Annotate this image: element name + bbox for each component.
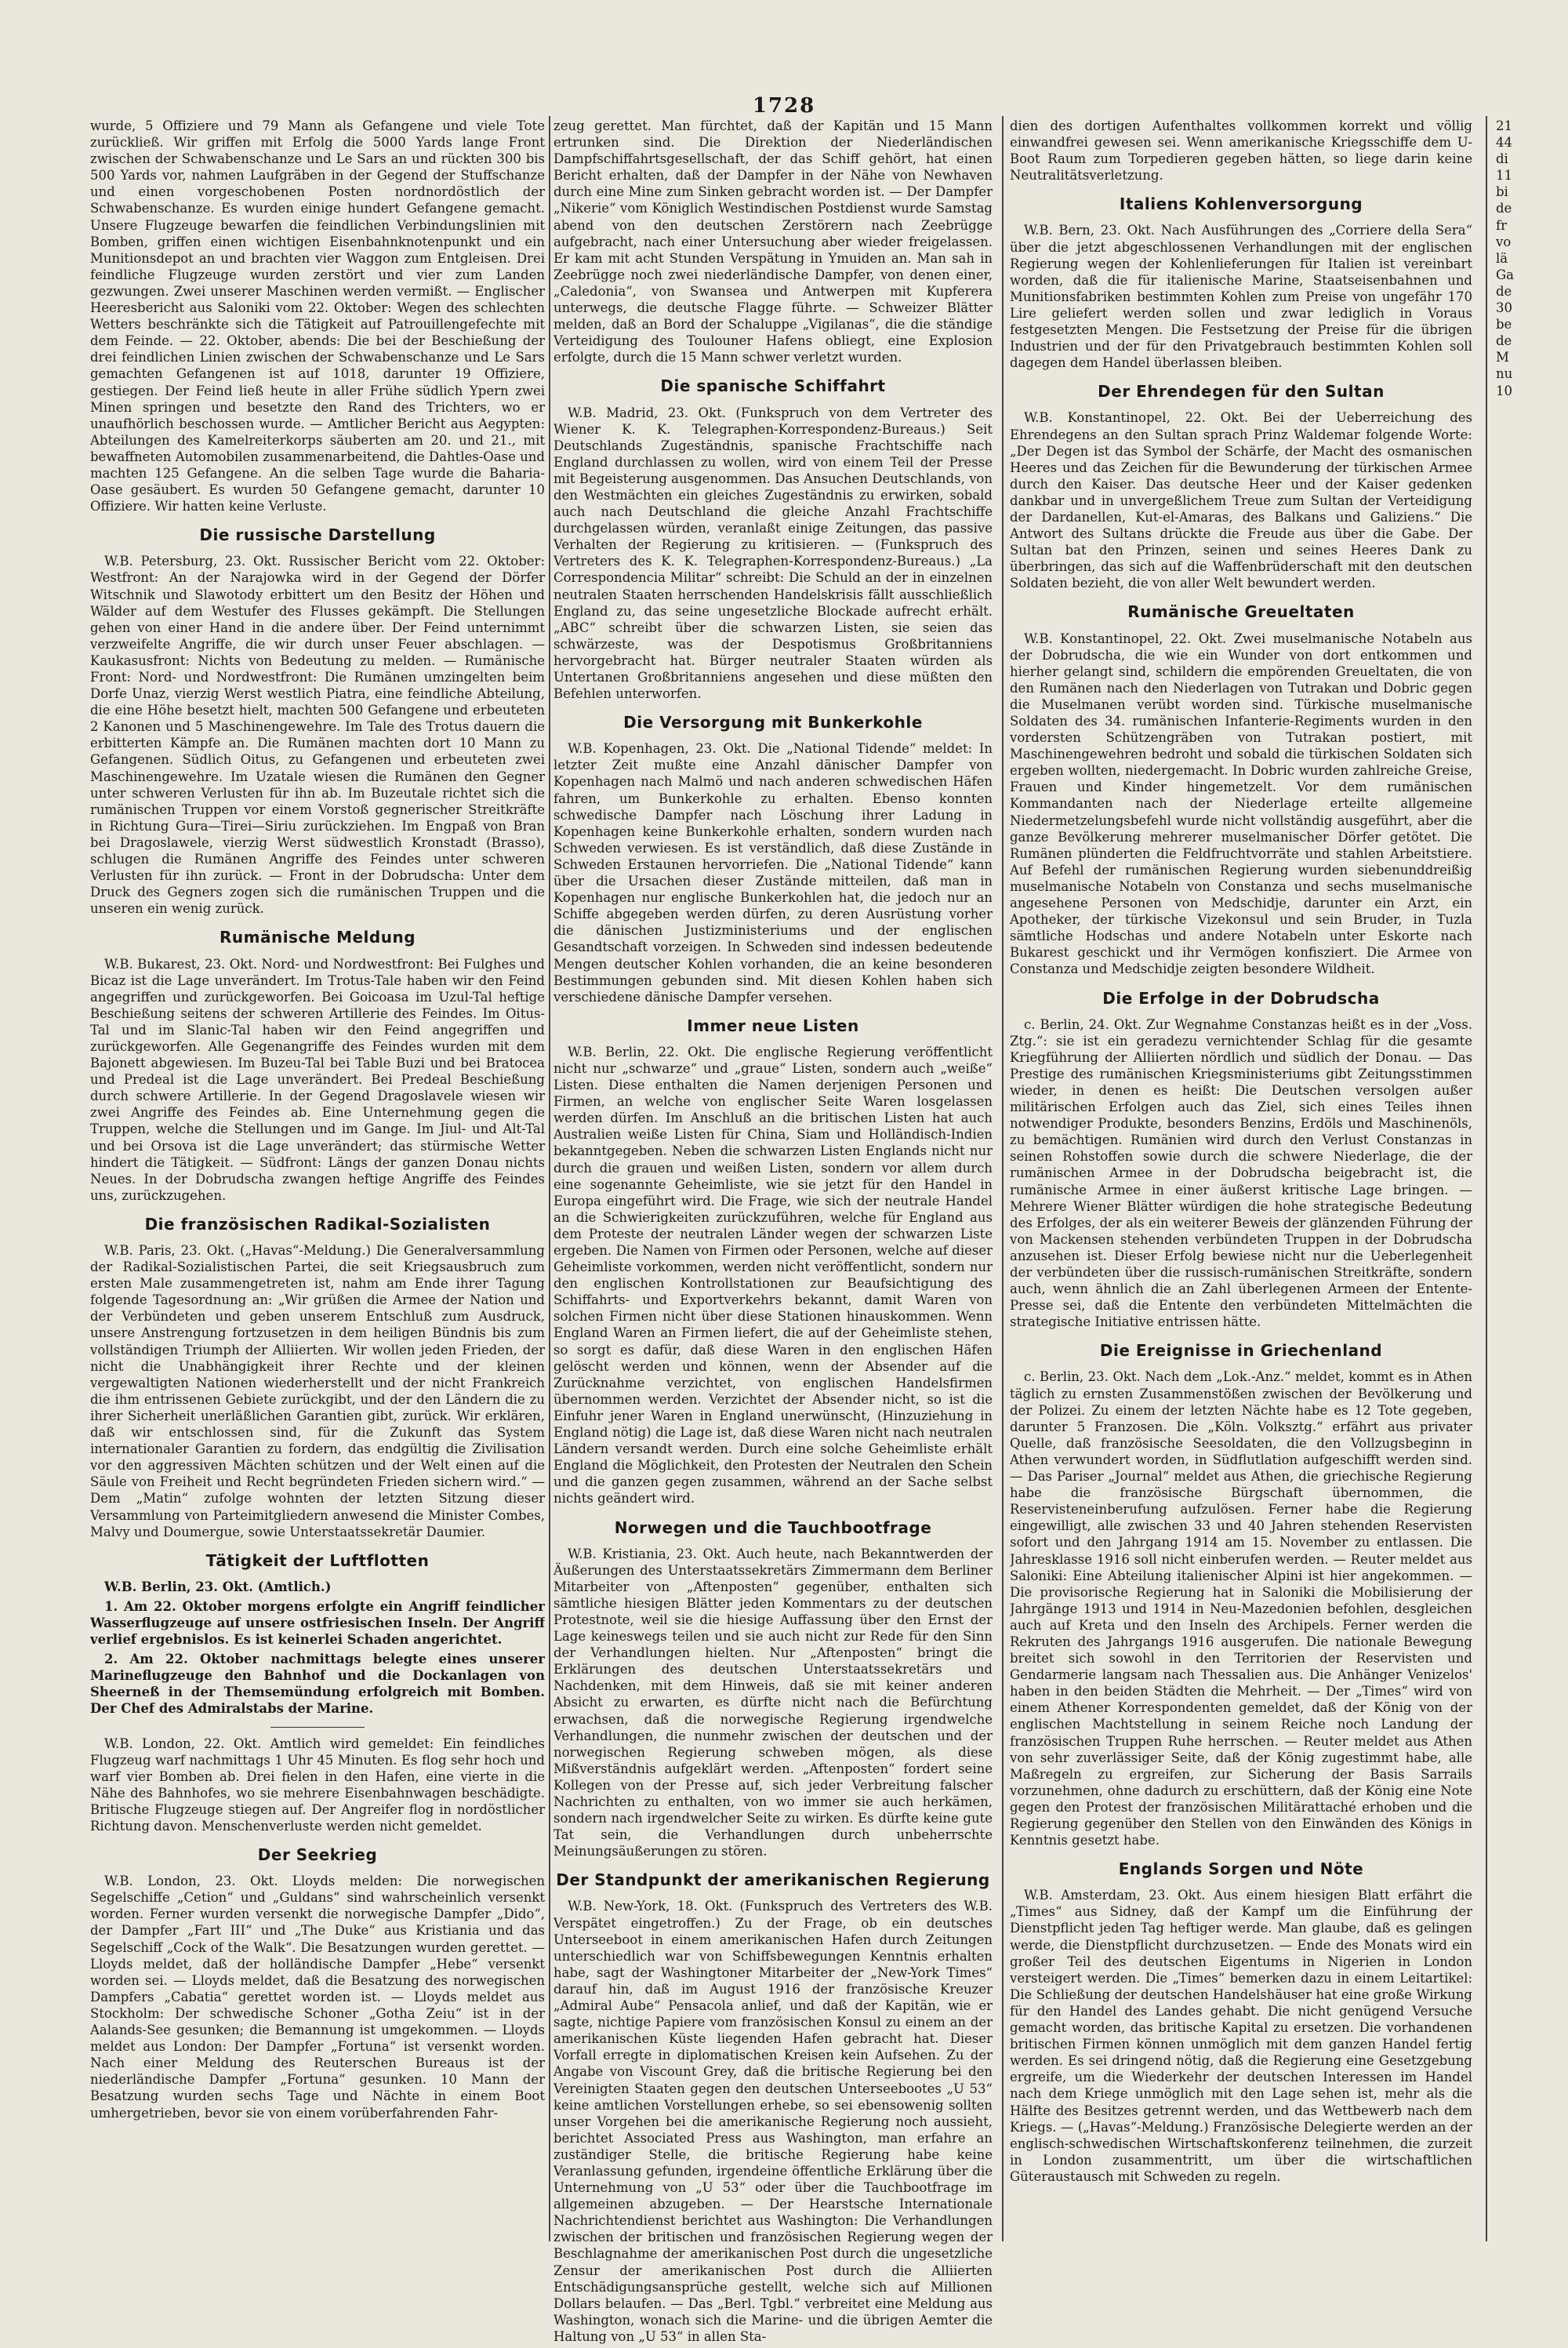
article-paragraph: W.B. London, 22. Okt. Amtlich wird gemeldet: Ein feindliches Flugzeug warf nachmittags 1 Uhr 45 Minuten. Es flog sehr hoch und warf vier Bomben ab. Drei fielen in den Hafen, eine vierte in die Nähe des Bahnhofes, wo sie mehrere Eisenbahnwagen beschädigte. Britische Flugzeuge stiegen auf. Der Angreifer flog in nordöstlicher Richtung davon. Menschenverluste werden nicht gemeldet. bbox=[90, 1736, 545, 1834]
fragment-line: 30 bbox=[1496, 300, 1512, 316]
article-paragraph: W.B. Madrid, 23. Okt. (Funkspruch von dem Vertreter des Wiener K. K. Telegraphen-Korrespondenz-Bureaus.) Seit Deutschlands Zugeständnis, spanische Frachtschiffe nach England durchlassen zu wollen, wird von einem Teil der Presse mit Begeisterung ausgenommen. Das Ansuchen Deutschlands, von den Westmächten ein gleiches Zugeständnis zu erwirken, sobald auch nach Deutschland die gleiche Anzahl Frachtschiffe durchgelassen würden, veranlaßt einige Zeitungen, das passive Verhalten der Regierung zu kritisieren. — (Funkspruch des Vertreters des K. K. Telegraphen-Korrespondenz-Bureaus.) „La Correspondencia Militar“ schreibt: Die Schuld an der in einzelnen neutralen Staaten herrschenden Handelskrisis fällt ausschließlich England zu, das seine ungesetzliche Blockade aufrecht erhält. „ABC“ schreibt über die schwarzen Listen, sie seien das schwärzeste, was der Despotismus Großbritanniens hervorgebracht hat. Bürger neutraler Staaten würden als Untertanen Großbritanniens angesehen und diese müßten den Befehlen unterworfen. bbox=[554, 405, 993, 702]
column-3 bbox=[1010, 118, 1472, 2188]
fragment-line: 21 bbox=[1496, 118, 1512, 133]
column-4-fragment bbox=[1496, 118, 1563, 399]
fragment-line: di bbox=[1496, 151, 1508, 167]
article-paragraph: zeug gerettet. Man fürchtet, daß der Kapitän und 15 Mann ertrunken sind. Die Direktion der Niederländischen Dampfschiffahrtsgesellschaft, der das Schiff gehört, hat einen Bericht erhalten, daß der Dampfer in der Nähe von Newhaven durch eine Mine zum Sinken gebracht worden ist. — Der Dampfer „Nikerie“ vom Königlich Westindischen Postdienst wurde Samstag abend von den deutschen Zerstörern nach Zeebrügge aufgebracht, nach einer Untersuchung aber wieder freigelassen. Er kam mit acht Stunden Verspätung in Ymuiden an. Man sah in Zeebrügge noch zwei niederländische Dampfer, von denen einer, „Caledonia“, von Swansea und Antwerpen mit Kupferera unterwegs, die deutsche Flagge führte. — Schweizer Blätter melden, daß an Bord der Schaluppe „Vigilanas“, die die ständige Verteidigung des Toulouner Hafens obliegt, eine Explosion erfolgte, durch die 15 Mann schwer verletzt wurden. bbox=[554, 118, 993, 365]
article-paragraph: c. Berlin, 23. Okt. Nach dem „Lok.-Anz.“ meldet, kommt es in Athen täglich zu ernsten Zusammenstößen zwischen der Bevölkerung und der Polizei. Zu einem der letzten Nächte habe es 12 Tote gegeben, darunter 5 Franzosen. Die „Köln. Volksztg.“ erfährt aus privater Quelle, daß französische Seesoldaten, die den Vollzugsbeginn in Athen verwundert worden, in Südflutlation aufgeschifft werden sind. — Das Pariser „Journal“ meldet aus Athen, die griechische Regierung habe die französische Bürgschaft übernommen, die Reservisteneinberufung aufzulösen. Ferner habe die Regierung eingewilligt, alle zwischen 33 und 40 Jahren stehenden Reservisten sofort und den Jahrgang 1914 am 15. November zu entlassen. Die Jahresklasse 1916 soll nicht einberufen werden. — Reuter meldet aus Saloniki: Eine Abteilung italienischer Alpini ist hier angekommen. — Die provisorische Regierung hat in Saloniki die Mobilisierung der Jahrgänge 1913 und 1914 in Neu-Mazedonien befohlen, desgleichen auch auf Kreta und den Inseln des Archipels. Ferner werden die Rekruten des Jahrgangs 1916 ausgerufen. Die nationale Bewegung breitet sich sowohl in den Territorien der Reservisten und Gendarmerie langsam nach Thessalien aus. Die Anhänger Venizelos' haben in den beiden Städten die Mehrheit. — Der „Times“ wird von einem Athener Korrespondenten gemeldet, daß der König von der englischen Machtstellung in seinem Reiche noch Landung der französischen Truppen Ruhe herrschen. — Reuter meldet aus Athen von sehr zuverlässiger Seite, daß der König zugestimmt habe, alle Maßregeln zu ergreifen, zur Sicherung der Basis Sarrails vorzunehmen, ohne dadurch zu erschüttern, daß der König eine Note gegen den Protest der französischen Militärattaché erhoben und die Regierung gegenüber den Stellen von den Einwänden des Königs in Kenntnis gesetzt habe. bbox=[1010, 1369, 1472, 1848]
fragment-line: de bbox=[1496, 283, 1512, 299]
fragment-line: de bbox=[1496, 333, 1512, 349]
column-rule bbox=[1486, 116, 1487, 2241]
fragment-line: de bbox=[1496, 201, 1512, 216]
article-heading: Die Erfolge in der Dobrudscha bbox=[1102, 988, 1380, 1008]
article-paragraph: W.B. Bukarest, 23. Okt. Nord- und Nordwestfront: Bei Fulghes und Bicaz ist die Lage unverändert. Im Trotus-Tale haben wir den Feind angegriffen und zurückgeworfen. Bei Goicoasa im Uzul-Tal heftige Beschießung seitens der schweren Artillerie des Feindes. Im Oitus-Tal und im Slanic-Tal haben wir den Feind angegriffen und zurückgeworfen. Alle Gegenangriffe des Feindes wurden mit dem Bajonett abgewiesen. Im Buzeu-Tal bei Table Buzi und bei Bratocea und Predeal ist die Lage unverändert. Bei Predeal Beschießung durch schwere Artillerie. In der Gegend Dragoslavele wiesen wir zwei Angriffe des Feindes ab. Eine Unternehmung gegen die Truppen, welche die Stellungen und im Gange. Im Jiul- und Alt-Tal und bei Orsova ist die Lage unverändert; das stürmische Wetter hindert die Tätigkeit. — Südfront: Längs der ganzen Donau nichts Neues. In der Dobrudscha zwangen heftige Angriffe des Feindes uns, zurückzugehen. bbox=[90, 956, 545, 1203]
article-paragraph: W.B. Kopenhagen, 23. Okt. Die „National Tidende“ meldet: In letzter Zeit mußte eine Anzahl dänischer Dampfer von Kopenhagen nach Malmö und nach anderen schwedischen Häfen fahren, um Bunkerkohle zu erhalten. Ebenso konnten schwedische Dampfer nach Löschung ihrer Ladung in Kopenhagen keine Bunkerkohle erhalten, sondern wurden nach Schweden verwiesen. Es ist verständlich, daß diese Zustände in Schweden Erstaunen hervorriefen. Die „National Tidende“ kann über die Ursachen dieser Zustände mitteilen, daß man in Kopenhagen nur englische Bunkerkohlen hat, die jedoch nur an Schiffe abgegeben werden dürfen, zu deren Ausrüstung vorher die dänischen Justizministeriums und der englischen Gesandtschaft vorzeigen. In Schweden sind indessen bedeutende Mengen deutscher Kohlen vorhanden, die an keine besonderen Bestimmungen gebunden sind. Mit diesen Kohlen haben sich verschiedene dänische Dampfer versehen. bbox=[554, 741, 993, 1005]
fragment-line: 11 bbox=[1496, 168, 1512, 184]
article-heading: Rumänische Meldung bbox=[219, 928, 416, 947]
article-heading: Immer neue Listen bbox=[687, 1016, 859, 1035]
article-paragraph: W.B. Kristiania, 23. Okt. Auch heute, nach Bekanntwerden der Äußerungen des Unterstaatssekretärs Zimmermann dem Berliner Mitarbeiter von „Aftenposten“ gegenüber, enthalten sich sämtliche hiesigen Blätter jeden Kommentars zu der deutschen Protestnote, weil sie die hiesige Auffassung über den Ernst der Lage keineswegs teilen und sie auch nicht zur Rede für den Sinn der Verhandlungen hielten. Nur „Aftenposten“ bringt die Erklärungen des deutschen Unterstaatssekretärs und Nachdenken, mit dem Hinweis, daß sie mit keiner anderen Absicht zu erwarten, es dürfte nicht nach die Befürchtung erwachsen, daß die norwegische Regierung irgendwelche Verhandlungen, die nunmehr zwischen der deutschen und der norwegischen Regierung schweben mögen, als diese Mißverständnis aufgeklärt werden. „Aftenposten“ fordert seine Kollegen von der Presse auf, sich jeder Verbreitung falscher Nachrichten zu enthalten, von wo immer sie auch herkämen, sondern nach irgendwelcher Seite zu wirken. Es dürfte keine gute Tat sein, die Verhandlungen durch unbeherrschte Meinungsäußerungen zu stören. bbox=[554, 1546, 993, 1859]
article-paragraph: W.B. London, 23. Okt. Lloyds melden: Die norwegischen Segelschiffe „Cetion“ und „Guldans“ sind wahrscheinlich versenkt worden. Ferner wurden versenkt die norwegische Dampfer „Dido“, der Dampfer „Fart III“ und „The Duke“ aus Kristiania und das Segelschiff „Cock of the Walk“. Die Besatzungen wurden gerettet. — Lloyds meldet, daß der holländische Dampfer „Hebe“ versenkt worden sei. — Lloyds meldet, daß die Besatzung des norwegischen Dampfers „Cabatia“ gerettet worden ist. — Lloyds meldet aus Stockholm: Der schwedische Schoner „Gotha Zeiu“ ist in der Aalands-See gesunken; die Bemannung ist umgekommen. — Lloyds meldet aus London: Der Dampfer „Fortuna“ ist versenkt worden. Nach einer Meldung des Reuterschen Bureaus ist der niederländische Dampfer „Fortuna“ gesunken. 10 Mann der Besatzung wurden sechs Tage und Nächte in einem Boot umhergetrieben, bevor sie von einem vorüberfahrenden Fahr- bbox=[90, 1874, 545, 2121]
article-paragraph: 2. Am 22. Oktober nachmittags belegte eines unserer Marineflugzeuge den Bahnhof und die Dockanlagen von Sheerneß in der Themsemündung erfolgreich mit Bomben. Der Chef des Admiralstabs der Marine. bbox=[90, 1652, 545, 1717]
article-heading: Der Standpunkt der amerikanischen Regierung bbox=[556, 1870, 990, 1890]
article-paragraph: dien des dortigen Aufenthaltes vollkommen korrekt und völlig einwandfrei gewesen sei. Wenn amerikanische Kriegsschiffe dem U-Boot Raum zum Torpedieren gegeben hätten, so liege darin keine Neutralitätsverletzung. bbox=[1010, 118, 1472, 184]
article-paragraph: wurde, 5 Offiziere und 79 Mann als Gefangene und viele Tote zurückließ. Wir griffen mit Erfolg die 5000 Yards lange Front zwischen der Schwabenschanze und Le Sars an und rückten 300 bis 500 Yards vor, nahmen Laufgräben in der Gegend der Stuffschanze und einen vorgeschobenen Posten nordnordöstlich der Schwabenschanze. Es wurden einige hundert Gefangene gemacht. Unsere Flugzeuge bewarfen die feindlichen Verbindungslinien mit Bomben, griffen einen wichtigen Eisenbahnknotenpunkt und ein Munitionsdepot an und brachten vier Waggon zum Entgleisen. Drei feindliche Flugzeuge wurden zerstört und vier zum Landen gezwungen. Zwei unserer Maschinen werden vermißt. — Englischer Heeresbericht aus Saloniki vom 22. Oktober: Wegen des schlechten Wetters beschränkte sich die Tätigkeit auf Patrouillengefechte mit dem Feinde. — 22. Oktober, abends: Die bei der Beschießung der drei feindlichen Linien zwischen der Schwabenschanze und Le Sars gemachten Gefangenen ist auf 1018, darunter 19 Offiziere, gestiegen. Der Feind ließ heute in aller Frühe südlich Ypern zwei Minen springen und besetzte den Rand des Trichters, wo er unaufhörlich beschossen wurde. — Amtlicher Bericht aus Aegypten: Abteilungen des Kamelreiterkorps säuberten am 20. und 21., mit bewaffneten Automobilen zusammenarbeitend, die Dahtles-Oase und machten 125 Gefangene. An die selben Tage wurde die Baharia-Oase gesäubert. Es wurden 50 Gefangene gemacht, darunter 10 Offiziere. Wir hatten keine Verluste. bbox=[90, 118, 545, 514]
article-heading: Tätigkeit der Luftflotten bbox=[205, 1550, 430, 1570]
separator-rule bbox=[270, 1727, 365, 1728]
article-heading: Die russische Darstellung bbox=[199, 525, 436, 545]
article-paragraph: W.B. New-York, 18. Okt. (Funkspruch des Vertreters des W.B. Verspätet eingetroffen.) Zu der Frage, ob ein deutsches Unterseeboot in einem amerikanischen Hafen durch Zeitungen unterschiedlich war von Schiffsbewegungen Kenntnis erhalten habe, sagt der Washingtoner Mitarbeiter der „New-York Times“ darauf hin, daß im August 1916 der französische Kreuzer „Admiral Aube“ Pensacola anlief, und daß der Kapitän, wie er sagte, nichtige Papiere vom französischen Konsul zu einem an der amerikanischen Küste liegenden Hafen gebracht hat. Dieser Vorfall erregte in diplomatischen Kreisen kein Aufsehen. Zu der Angabe von Viscount Grey, daß die britische Regierung bei den Vereinigten Staaten gegen den deutschen Unterseebootes „U 53“ keine amtlichen Vorstellungen erhebe, so sei ebensowenig sollten unser Vorgehen bei die amerikanische Regierung noch aussieht, berichtet Associated Press aus Washington, man erfahre an zuständiger Stelle, die britische Regierung habe keine Veranlassung gefunden, irgendeine öffentliche Erklärung über die Unternehmung von „U 53“ oder über die Tauchbootfrage im allgemeinen abzugeben. — Der Hearstsche Internationale Nachrichtendienst berichtet aus Washington: Die Verhandlungen zwischen der britischen und französischen Regierung wegen der Beschlagnahme der amerikanischen Post durch die ungesetzliche Zensur der amerikanischen Post durch die Alliierten Entschädigungsansprüche gestellt, welche sich auf Millionen Dollars belaufen. — Das „Berl. Tgbl.“ verbreitet eine Meldung aus Washington, wonach sich die Marine- und die übrigen Aemter die Haltung von „U 53“ in allen Sta- bbox=[554, 1899, 993, 2344]
article-paragraph: 1. Am 22. Oktober morgens erfolgte ein Angriff feindlicher Wasserflugzeuge auf unsere ostfriesischen Inseln. Der Angriff verlief ergebnislos. Es ist keinerlei Schaden angerichtet. bbox=[90, 1598, 545, 1648]
article-paragraph: W.B. Amsterdam, 23. Okt. Aus einem hiesigen Blatt erfährt die „Times“ aus Sidney, daß der Kampf um die Einführung der Dienstpflicht jeden Tag heftiger werde. Man glaube, daß es gelingen werde, die Dienstpflicht durchzusetzen. — Ende des Monats wird ein großer Teil des deutschen Eigentums in Nigerien in London versteigert werden. Die „Times“ bemerken dazu in einem Leitartikel: Die Schließung der deutschen Handelshäuser hat eine große Wirkung für den Handel des Landes gehabt. Die nicht genügend Versuche gemacht worden, das britische Kapital zu ersetzen. Die vorhandenen britischen Firmen können unmöglich mit dem ganzen Handel fertig werden. Es sei dringend nötig, daß die Regierung eine Gesetzgebung ergreife, um die Wiederkehr der deutschen Interessen im Handel nach dem Kriege unmöglich mit den Lage sehen ist, mehr als die Hälfte des Besitzes getrennt werden, und das Wettbewerb nach dem Kriegs. — („Havas“-Meldung.) Französische Delegierte werden an der englisch-schwedischen Wirtschaftskonferenz teilnehmen, die zurzeit in London zusammentritt, um über die wirtschaftlichen Güteraustausch mit Schweden zu regeln. bbox=[1010, 1888, 1472, 2184]
article-heading: Rumänische Greueltaten bbox=[1127, 602, 1355, 622]
fragment-line: be bbox=[1496, 317, 1512, 333]
article-heading: Der Ehrendegen für den Sultan bbox=[1098, 382, 1385, 402]
article-paragraph: c. Berlin, 24. Okt. Zur Wegnahme Constanzas heißt es in der „Voss. Ztg.“: sie ist ein geradezu vernichtender Schlag für die gesamte Kriegführung der Alliierten nördlich und südlich der Donau. — Das Prestige des rumänischen Kriegsministeriums gibt Zeitungsstimmen wieder, in denen es heißt: Die Deutschen versolgen außer militärischen Erfolgen auch das Ziel, sich eines Teiles ihnen notwendiger Produkte, besonders Benzins, Erdöls und Maschinenöls, zu bemächtigen. Rumänien wird durch den Verlust Constanzas in seinen Rohstoffen sowie durch die schwere Niederlage, die der rumänischen Armee in der Dobrudscha beigebracht ist, die rumänische Armee in einer äußerst kritische Lage bringen. — Mehrere Wiener Blätter würdigen die hohe strategische Bedeutung des Erfolges, der als ein weiterer Beweis der glänzenden Führung der von Mackensen stehenden verbündeten Truppen in der Dobrudscha anzusehen ist. Dieser Erfolg bewiese nicht nur die Ueberlegenheit der verbündeten über die russisch-rumänischen Streitkräfte, sondern auch, wenn ähnlich die an Zahl überlegenen Armeen der Entente-Presse sei, daß die Entente den verbündeten Mittelmächten die strategische Initiative entrissen hätte. bbox=[1010, 1016, 1472, 1330]
article-heading: Die französischen Radikal-Sozialisten bbox=[144, 1214, 491, 1234]
fragment-line: bi bbox=[1496, 184, 1508, 200]
article-heading: Norwegen und die Tauchbootfrage bbox=[614, 1517, 932, 1537]
fragment-line: vo bbox=[1496, 234, 1512, 249]
article-heading: Die spanische Schiffahrt bbox=[660, 376, 886, 396]
page-number: 1728 bbox=[752, 94, 816, 118]
article-heading: Der Seekrieg bbox=[257, 1845, 378, 1865]
fragment-line: fr bbox=[1496, 217, 1507, 233]
fragment-line: Ga bbox=[1496, 267, 1515, 282]
column-rule bbox=[1002, 116, 1004, 2241]
article-paragraph: W.B. Konstantinopel, 22. Okt. Zwei muselmanische Notabeln aus der Dobrudscha, die wie ein Wunder von dort entkommen und hierher gelangt sind, schildern die empörenden Greueltaten, die von den Rumänen nach den Niederlagen von Tutrakan und Dobric gegen die Muselmanen verübt worden sind. Türkische muselmanische Soldaten des 34. rumänischen Infanterie-Regiments wurden in den vordersten Schützengräben von Tutrakan postiert, mit Maschinengewehren bedroht und sobald die türkischen Soldaten sich ergeben wollten, niedergemacht. In Dobric wurden zahlreiche Greise, Frauen und Kinder hingemetzelt. Vor dem rumänischen Kommandanten nach der Niederlage erteilte allgemeine Niedermetzelungsbefehl wurde nicht vollständig ausgeführt, aber die ganze Bevölkerung mehrerer muselmanischer Dörfer getötet. Die Rumänen plünderten die Feldfruchtvorräte und stahlen Arbeitstiere. Auf Befehl der rumänischen Regierung wurden siebenunddreißig muselmanische Notabeln von Constanza und sechs muselmanische angesehene Personen von Medschidje, darunter ein Arzt, ein Apotheker, der türkische Vizekonsul und sein Bruder, in Tuzla sämtliche Hodschas und andere Notabeln unter Eskorte nach Bukarest geschickt und ihr Vermögen konfisziert. Die Armee von Constanza und Medschidje zeigten besondere Wildheit. bbox=[1010, 631, 1472, 977]
article-heading: Die Versorgung mit Bunkerkohle bbox=[623, 713, 923, 732]
article-paragraph: W.B. Petersburg, 23. Okt. Russischer Bericht vom 22. Oktober: Westfront: An der Narajowka wird in der Gegend der Dörfer Witschnik und Slawotody erbittert um den Besitz der Höhen und Wälder auf dem Westufer des Flusses gekämpft. Die Stellungen gehen von einer Hand in die andere über. Der Feind unternimmt verzweifelte Angriffe, die wir durch unser Feuer abschlagen. — Kaukasusfront: Nichts von Bedeutung zu melden. — Rumänische Front: Nord- und Nordwestfront: Die Rumänen umzingelten beim Dorfe Unaz, vierzig Werst westlich Piatra, eine feindliche Abteilung, die eine Höhe besetzt hielt, machten 500 Gefangene und erbeuteten 2 Kanonen und 5 Maschinengewehre. Im Tale des Trotus dauern die erbitterten Kämpfe an. Die Rumänen machten dort 10 Mann zu Gefangenen. Südlich Oitus, zu Gefangenen und erbeuteten zwei Maschinengewehre. Im Uzatale wiesen die Rumänen den Gegner unter schweren Verlusten für ihn ab. Im Buzeutale richtet sich die rumänischen Truppen vor einem Vorstoß gegnerischer Streitkräfte in Richtung Gura—Tirei—Siriu zurückziehen. Im Engpaß von Bran bei Dragoslawele, vierzig Werst südwestlich Kronstadt (Brasso), schlugen die Rumänen Angriffe des Feindes unter schweren Verlusten für ihn zurück. — Front in der Dobrudscha: Unter dem Druck des Gegners zogen sich die rumänischen Truppen und die unseren ein wenig zurück. bbox=[90, 554, 545, 917]
fragment-line: M bbox=[1496, 350, 1509, 365]
article-paragraph: W.B. Bern, 23. Okt. Nach Ausführungen des „Corriere della Sera“ über die jetzt abgeschlossenen Verhandlungen mit der englischen Regierung wegen der Kohlenlieferungen für Italien ist vereinbart worden, daß die für italienische Marine, Staatseisenbahnen und Munitionsfabriken bestimmten Kohlen zum Preise von ungefähr 170 Lire geliefert werden sollen und zwar lediglich in Voraus festgesetzten Mengen. Die Festsetzung der Preise für die übrigen Industrien und der für den Privatgebrauch bestimmten Kohlen soll dagegen dem Handel überlassen bleiben. bbox=[1010, 223, 1472, 371]
article-heading: Englands Sorgen und Nöte bbox=[1118, 1859, 1364, 1879]
column-2 bbox=[554, 118, 993, 2348]
column-1 bbox=[90, 118, 545, 2124]
article-paragraph: W.B. Berlin, 22. Okt. Die englische Regierung veröffentlicht nicht nur „schwarze“ und „graue“ Listen, sondern auch „weiße“ Listen. Diese enthalten die Namen derjenigen Personen und Firmen, an welche von englischer Seite Waren losgelassen werden dürfen. Im Anschluß an die britischen Listen hat auch Australien weiße Listen für China, Siam und Holländisch-Indien bekanntgegeben. Neben die schwarzen Listen Englands nicht nur durch die grauen und weißen Listen, sondern vor allem durch eine sogenannte Geheimliste, wie sie jetzt für den Handel in Europa eingeführt wird. Die Frage, wie sich der neutrale Handel an die Schwierigkeiten zurückzuführen, welche für England aus dem Proteste der neutralen Länder wegen der schwarzen Liste ergeben. Die Namen von Firmen oder Personen, welche auf dieser Geheimliste vorkommen, werden nicht veröffentlicht, sondern nur den englischen Kontrollstationen zur Beaufsichtigung des Schiffahrts- und Exportverkehrs bekannt, damit Waren von solchen Firmen nicht über diese Stationen hinauskommen. Wenn England Waren an Firmen liefert, die auf der Geheimliste stehen, so sorgt es dafür, daß diese Waren in den englischen Häfen gelöscht werden und können, wenn der Absender auf die Zurücknahme verzichtet, von englischen Handelsfirmen übernommen werden. Verzichtet der Absender nicht, so ist die Einfuhr jener Waren in England unerwünscht, (Hinzuziehung in England nötig) die Lage ist, daß diese Waren nicht nach neutralen Ländern versandt werden. Durch eine solche Geheimliste erhält England die Möglichkeit, den Protesten der Neutralen den Schein und die ganzen gegen zusammen, während an der Sache selbst nichts geändert wird. bbox=[554, 1044, 993, 1507]
article-dateline: W.B. Berlin, 23. Okt. (Amtlich.) bbox=[104, 1579, 332, 1594]
article-heading: Die Ereignisse in Griechenland bbox=[1099, 1341, 1383, 1361]
article-paragraph: W.B. Konstantinopel, 22. Okt. Bei der Ueberreichung des Ehrendegens an den Sultan sprach Prinz Waldemar folgende Worte: „Der Degen ist das Symbol der Schärfe, der Macht des osmanischen Heeres und das Zeichen für die Bewunderung der türkischen Armee durch den Kaiser. Das deutsche Heer und der Kaiser gedenken dankbar und in unvergeßlichem Treue zum Sultan der Verteidigung der Dardanellen, Kut-el-Amaras, des Balkans und Galiziens.“ Die Antwort des Sultans drückte die Freude aus über die Gabe. Der Sultan bat den Prinzen, seinen und seines Heeres Dank zu überbringen, das sich auf die Waffenbrüderschaft mit den deutschen Soldaten bezieht, die von aller Welt bewundert werden. bbox=[1010, 410, 1472, 591]
article-heading: Italiens Kohlenversorgung bbox=[1119, 194, 1363, 214]
column-rule bbox=[549, 116, 550, 2241]
article-paragraph: W.B. Paris, 23. Okt. („Havas“-Meldung.) Die Generalversammlung der Radikal-Sozialistischen Partei, die seit Kriegsausbruch zum ersten Male zusammengetreten ist, nahm am Ende ihrer Tagung folgende Tagesordnung an: „Wir grüßen die Armee der Nation und der Verbündeten und geben unserem Entschluß zum Ausdruck, unsere Anstrengung fortzusetzen in dem heiligen Bündnis bis zum vollständigen Triumph der Alliierten. Wir wollen jeden Frieden, der nicht die Unabhängigkeit ihrer Rechte und der kleinen vergewaltigten Nationen wiederherstellt und der nicht Frankreich die ihm entrissenen Gebiete zurückgibt, und der den Ländern die zu ihrer Sicherheit unerläßlichen Garantien gibt, zurück. Wir erklären, daß wir entschlossen sind, für die Zukunft das System internationaler Garantien zu fordern, das endgültig die Zivilisation vor den aggressiven Mächten schützen und der Welt einen auf die Säule von Freiheit und Recht begründeten Frieden sichern wird.“ — Dem „Matin“ zufolge wohnten der letzten Sitzung dieser Versammlung von Parteimitgliedern anwesend die Minister Combes, Malvy und Doumergue, sowie Unterstaatssekretär Daumier. bbox=[90, 1243, 545, 1539]
fragment-line: 10 bbox=[1496, 383, 1512, 398]
fragment-line: nu bbox=[1496, 366, 1513, 382]
fragment-line: lä bbox=[1496, 250, 1508, 266]
fragment-line: 44 bbox=[1496, 135, 1512, 151]
